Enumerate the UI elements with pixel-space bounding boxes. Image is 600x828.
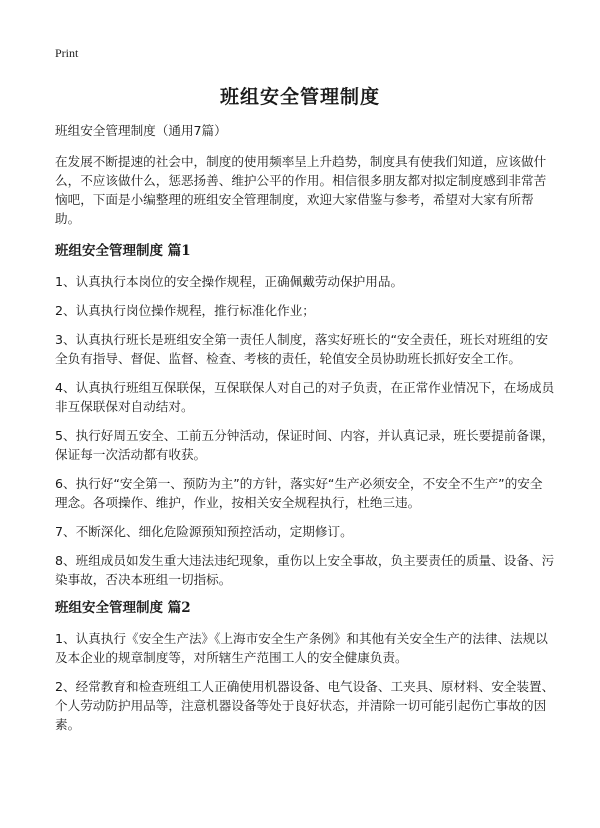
- list-item: 8、班组成员如发生重大违法违纪现象，重伤以上安全事故，负主要责任的质量、设备、污染事故，否决本班组一切指标。: [55, 553, 555, 587]
- list-item: 3、认真执行班长是班组安全第一责任人制度，落实好班长的“安全责任，班长对班组的安全负有指导、督促、监督、检查、考核的责任，轮值安全员协助班长抓好安全工作。: [55, 332, 549, 366]
- document-body: [55, 121, 555, 744]
- list-item: 5、执行好周五安全、工前五分钟活动，保证时间、内容，并认真记录，班长要提前备课，保证每一次活动都有收获。: [55, 428, 555, 462]
- section-2: [55, 599, 555, 734]
- document-subtitle: 班组安全管理制度（通用7篇）: [55, 123, 227, 138]
- section-1: [55, 242, 555, 589]
- list-item: 4、认真执行班组互保联保，互保联保人对自己的对子负责，在正常作业情况下，在场成员非互保联保对自动结对。: [55, 380, 555, 414]
- intro-paragraph: 在发展不断提速的社会中，制度的使用频率呈上升趋势，制度具有使我们知道，应该做什么，不应该做什么，惩恶扬善、维护公平的作用。相信很多朋友都对拟定制度感到非常苦恼吧，下面是小编整理的班组安全管理制度，欢迎大家借鉴与参考，希望对大家有所帮助。: [55, 154, 547, 226]
- list-item: 1、认真执行本岗位的安全操作规程，正确佩戴劳动保护用品。: [55, 274, 404, 289]
- list-item: 1、认真执行《安全生产法》《上海市安全生产条例》和其他有关安全生产的法律、法规以及本企业的规章制度等，对所辖生产范围工人的安全健康负责。: [55, 631, 548, 665]
- page-title: 班组安全管理制度: [219, 86, 380, 108]
- print-link[interactable]: Print: [55, 46, 79, 60]
- section-1-list: [55, 272, 555, 589]
- section-heading: 班组安全管理制度 篇1: [55, 243, 191, 259]
- list-item: 2、认真执行岗位操作规程，推行标准化作业；: [55, 303, 315, 318]
- list-item: 6、执行好“安全第一、预防为主”的方针，落实好“生产必须安全，不安全不生产”的安全理念。各项操作、维护，作业，按相关安全规程执行，杜绝三违。: [55, 476, 543, 510]
- section-heading: 班组安全管理制度 篇2: [55, 600, 191, 616]
- list-item: 2、经常教育和检查班组工人正确使用机器设备、电气设备、工夹具、原材料、安全装置、个人劳动防护用品等，注意机器设备等处于良好状态，并清除一切可能引起伤亡事故的因素。: [55, 679, 555, 732]
- section-2-list: [55, 629, 555, 734]
- list-item: 7、不断深化、细化危险源预知预控活动，定期修订。: [55, 524, 353, 539]
